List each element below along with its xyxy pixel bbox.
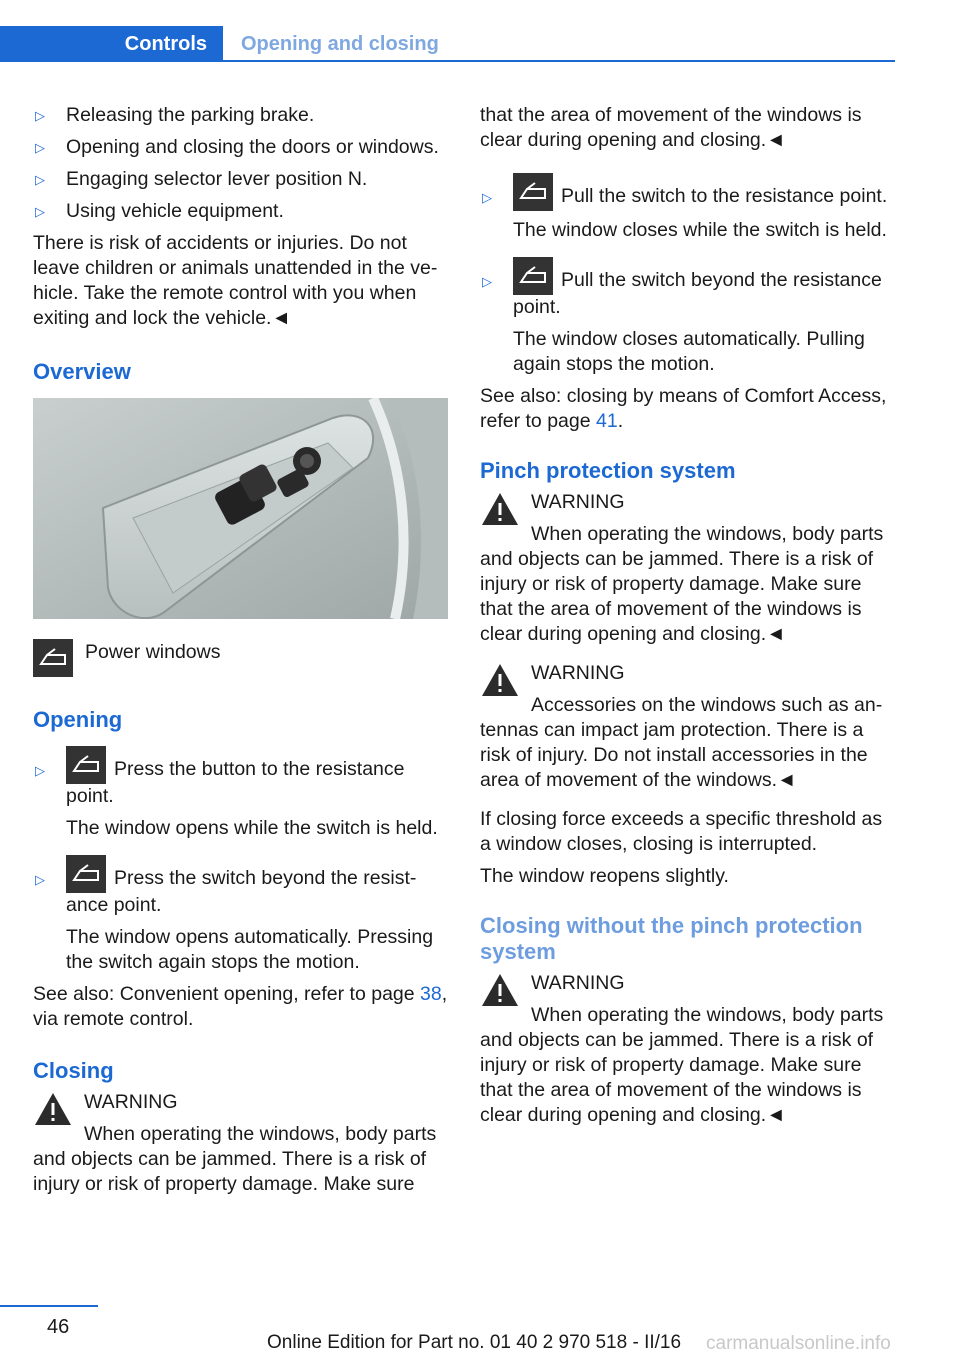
warning-title: WARNING <box>531 662 625 684</box>
warning-text: Accessories on the windows such as antennas can impact jam protection. There is a risk of injury. Do not install accessories in the area of movement of the windows.◄ <box>480 694 883 791</box>
warning-triangle-icon <box>480 662 520 698</box>
threshold-paragraph: If closing force exceeds a specific threshold as a window closes, closing is interrupted. <box>480 808 883 855</box>
list-item: ▷ Pull the switch to the resistance point. The window closes while the switch is held. <box>480 173 895 243</box>
edition-text: Online Edition for Part no. 01 40 2 970 518 - II/16 <box>267 1332 682 1353</box>
warning-box <box>480 661 895 793</box>
right-column <box>480 103 895 1142</box>
see-also-paragraph: See also: Convenient opening, refer to page 38, via remote control. <box>33 983 448 1030</box>
reopens-paragraph: The window reopens slightly. <box>480 865 729 887</box>
bullet-triangle-icon: ▷ <box>35 763 45 778</box>
footer-rule <box>0 1305 98 1307</box>
window-switch-icon <box>66 746 106 784</box>
bullet-triangle-icon: ▷ <box>35 108 45 123</box>
warning-box <box>480 490 895 647</box>
window-switch-icon <box>513 173 553 211</box>
door-panel-photo <box>33 398 448 619</box>
bullet-triangle-icon: ▷ <box>482 190 492 205</box>
list-item: ▷ Engaging selector lever position N. <box>35 168 368 190</box>
bullet-triangle-icon: ▷ <box>482 274 492 289</box>
left-column <box>33 103 449 1211</box>
bullet-triangle-icon: ▷ <box>35 204 45 219</box>
warning-text: When operating the windows, body parts and objects can be jammed. There is a risk of injury or risk of property damage. Make sure that the area of movement of the windows is clear during opening and closing.◄ <box>480 523 884 645</box>
overview-heading: Overview <box>33 359 131 384</box>
watermark: carmanualsonline.info <box>706 1333 891 1354</box>
warning-box <box>480 971 895 1128</box>
warning-box <box>33 1090 449 1197</box>
closing-heading: Closing <box>33 1058 114 1083</box>
page-link-41[interactable]: 41 <box>596 410 618 432</box>
list-item: ▷ Using vehicle equipment. <box>35 200 284 222</box>
without-pinch-heading: Closing without the pinch protection system <box>480 913 863 964</box>
risk-paragraph: There is risk of accidents or injuries. Do not leave children or animals unattended in the vehicle. Take the remote control with you when exiting and lock the vehicle.◄ <box>33 232 438 329</box>
warning-triangle-icon <box>480 491 520 527</box>
warning-title: WARNING <box>531 972 625 994</box>
list-item: ▷ Releasing the parking brake. <box>35 104 315 126</box>
power-windows-legend <box>33 639 449 677</box>
pinch-protection-heading: Pinch protection system <box>480 458 736 483</box>
window-switch-icon <box>33 639 73 677</box>
header-rule <box>0 60 895 62</box>
bullet-triangle-icon: ▷ <box>35 872 45 887</box>
header-tab-controls: Controls <box>0 26 223 62</box>
opening-heading: Opening <box>33 707 123 732</box>
list-item: ▷ Pull the switch beyond the resistance point. The window closes automatically. Pulling again stops the motion. <box>480 257 895 377</box>
comfort-access-paragraph: See also: closing by means of Comfort Access, refer to page 41. <box>480 385 887 432</box>
page-number: 46 <box>47 1316 70 1338</box>
warning-text: When operating the windows, body parts and objects can be jammed. There is a risk of injury or risk of property damage. Make sure <box>33 1123 437 1195</box>
warning-text: When operating the windows, body parts and objects can be jammed. There is a risk of injury or risk of property damage. Make sure that the area of movement of the windows is clear during opening and closing.◄ <box>480 1004 884 1126</box>
warning-triangle-icon <box>480 972 520 1008</box>
warning-title: WARNING <box>531 491 625 513</box>
warning-title: WARNING <box>84 1091 178 1113</box>
bullet-triangle-icon: ▷ <box>35 140 45 155</box>
continued-paragraph: that the area of movement of the windows is clear during opening and closing.◄ <box>480 104 862 151</box>
list-item: ▷ Opening and closing the doors or windows. <box>35 136 439 158</box>
window-switch-icon <box>513 257 553 295</box>
list-item: ▷ Press the switch beyond the resistance point. The window opens automatically. Pressing the switch again stops the motion. <box>33 855 449 975</box>
list-item: ▷ Press the button to the resistance point. The window opens while the switch is held. <box>33 746 449 841</box>
page-link-38[interactable]: 38 <box>420 983 442 1005</box>
bullet-triangle-icon: ▷ <box>35 172 45 187</box>
power-windows-label: Power windows <box>85 641 221 663</box>
header-section-title: Opening and closing <box>241 33 439 55</box>
warning-triangle-icon <box>33 1091 73 1127</box>
window-switch-icon <box>66 855 106 893</box>
